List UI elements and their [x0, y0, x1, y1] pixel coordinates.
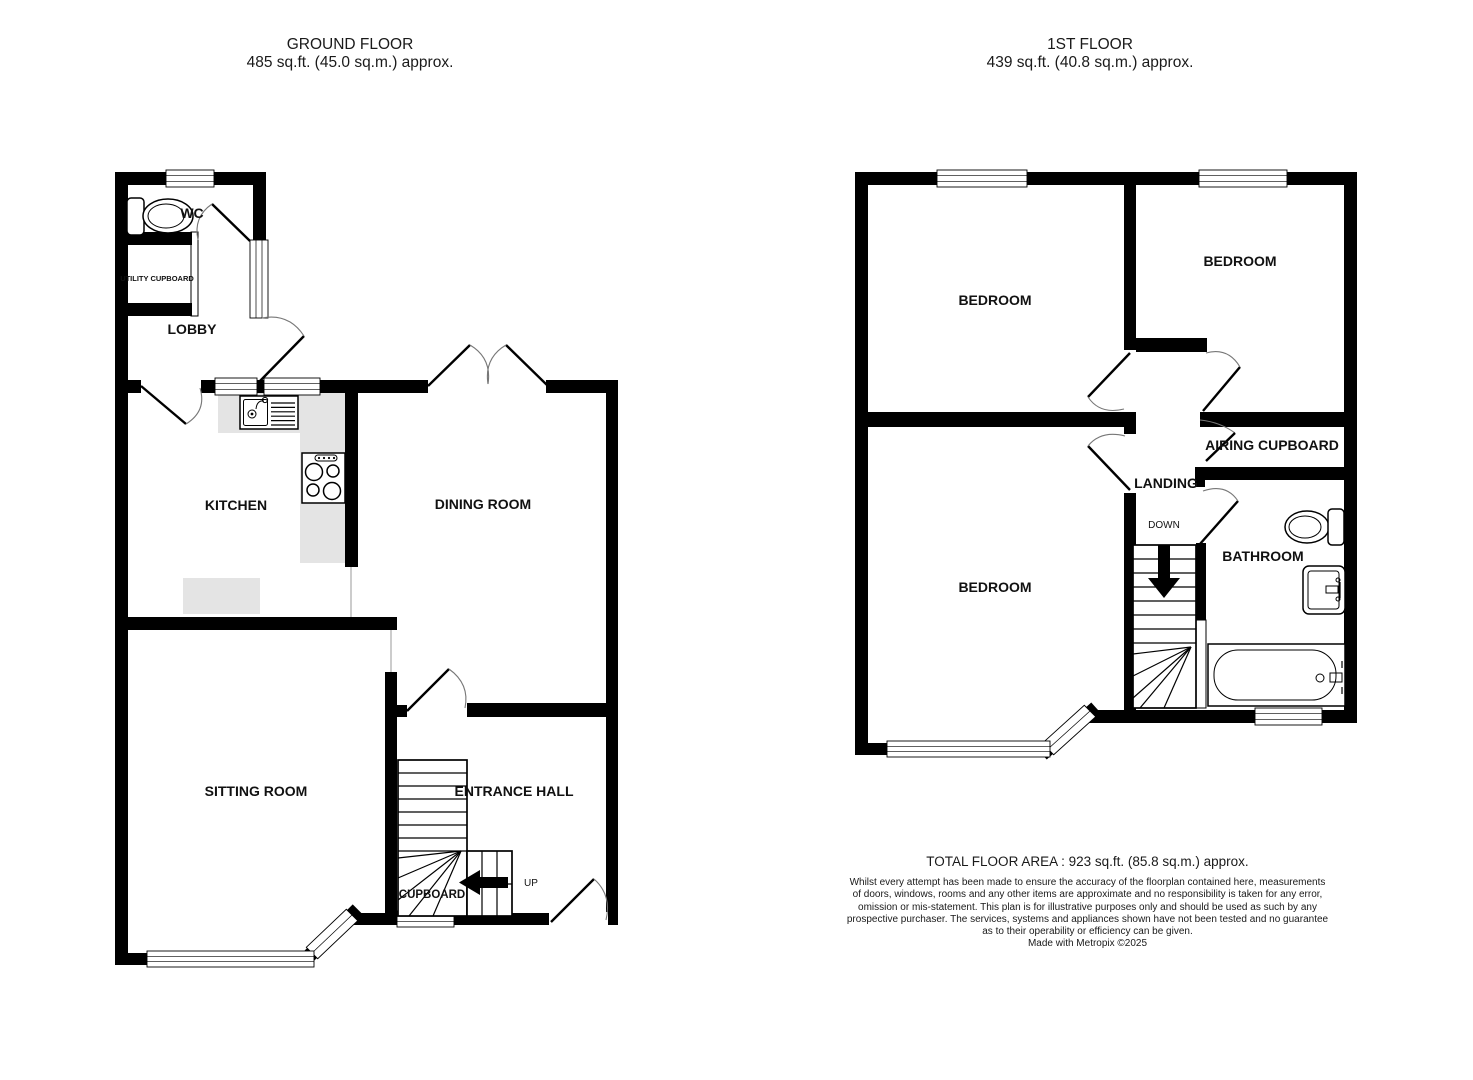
label-bedroom-top-right: BEDROOM: [1203, 253, 1277, 269]
label-down: DOWN: [1148, 520, 1180, 531]
ground-floor-name: GROUND FLOOR: [286, 36, 414, 53]
first-floor-area: 439 sq.ft. (40.8 sq.m.) approx.: [986, 54, 1194, 71]
label-up: UP: [524, 878, 538, 889]
label-bedroom-top-left: BEDROOM: [958, 292, 1032, 308]
toilet-icon: [1285, 509, 1344, 545]
label-dining-room: DINING ROOM: [434, 496, 532, 512]
bathroom-fixtures: [1208, 509, 1345, 706]
door-swings: [141, 204, 608, 922]
disclaimer: [830, 877, 1345, 951]
ground-floor-area: 485 sq.ft. (45.0 sq.m.) approx.: [246, 54, 454, 71]
walls: [115, 172, 618, 965]
label-utility-cupboard: UTILITY CUPBOARD: [120, 274, 194, 283]
first-floor-name: 1ST FLOOR: [1047, 36, 1133, 53]
label-landing: LANDING: [1134, 475, 1198, 491]
bathtub-icon: [1208, 644, 1345, 706]
label-bedroom-lower: BEDROOM: [958, 579, 1032, 595]
first-floor-plan: [855, 170, 1357, 760]
sink-icon: [1303, 566, 1345, 614]
label-kitchen: KITCHEN: [204, 497, 268, 513]
ground-floor-plan: [115, 170, 618, 967]
label-airing-cupboard: AIRING CUPBOARD: [1205, 437, 1339, 453]
disclaimer-line: Whilst every attempt has been made to ensure the accuracy of the floorplan contained here, measurements: [849, 877, 1326, 888]
footer: [830, 854, 1345, 951]
label-cupboard: CUPBOARD: [398, 889, 466, 901]
disclaimer-line: omission or mis-statement. This plan is for illustrative purposes only and should be used as such by any: [858, 901, 1317, 913]
disclaimer-line: of doors, windows, rooms and any other items are approximate and no responsibility is taken for any error,: [852, 889, 1323, 901]
label-lobby: LOBBY: [167, 321, 217, 337]
kitchen-sink-icon: [240, 396, 298, 429]
label-sitting-room: SITTING ROOM: [204, 783, 308, 799]
label-entrance-hall: ENTRANCE HALL: [454, 783, 574, 799]
metropix-credit: Made with Metropix ©2025: [1027, 938, 1148, 950]
cooker-icon: [302, 453, 345, 503]
label-bathroom: BATHROOM: [1222, 548, 1304, 564]
disclaimer-line: prospective purchaser. The services, systems and appliances shown have not been tested and no guarantee: [846, 913, 1329, 925]
total-floor-area: TOTAL FLOOR AREA : 923 sq.ft. (85.8 sq.m.) approx.: [926, 854, 1249, 869]
label-wc: WC: [180, 205, 204, 221]
disclaimer-line: as to their operability or efficiency can be given.: [982, 926, 1193, 938]
